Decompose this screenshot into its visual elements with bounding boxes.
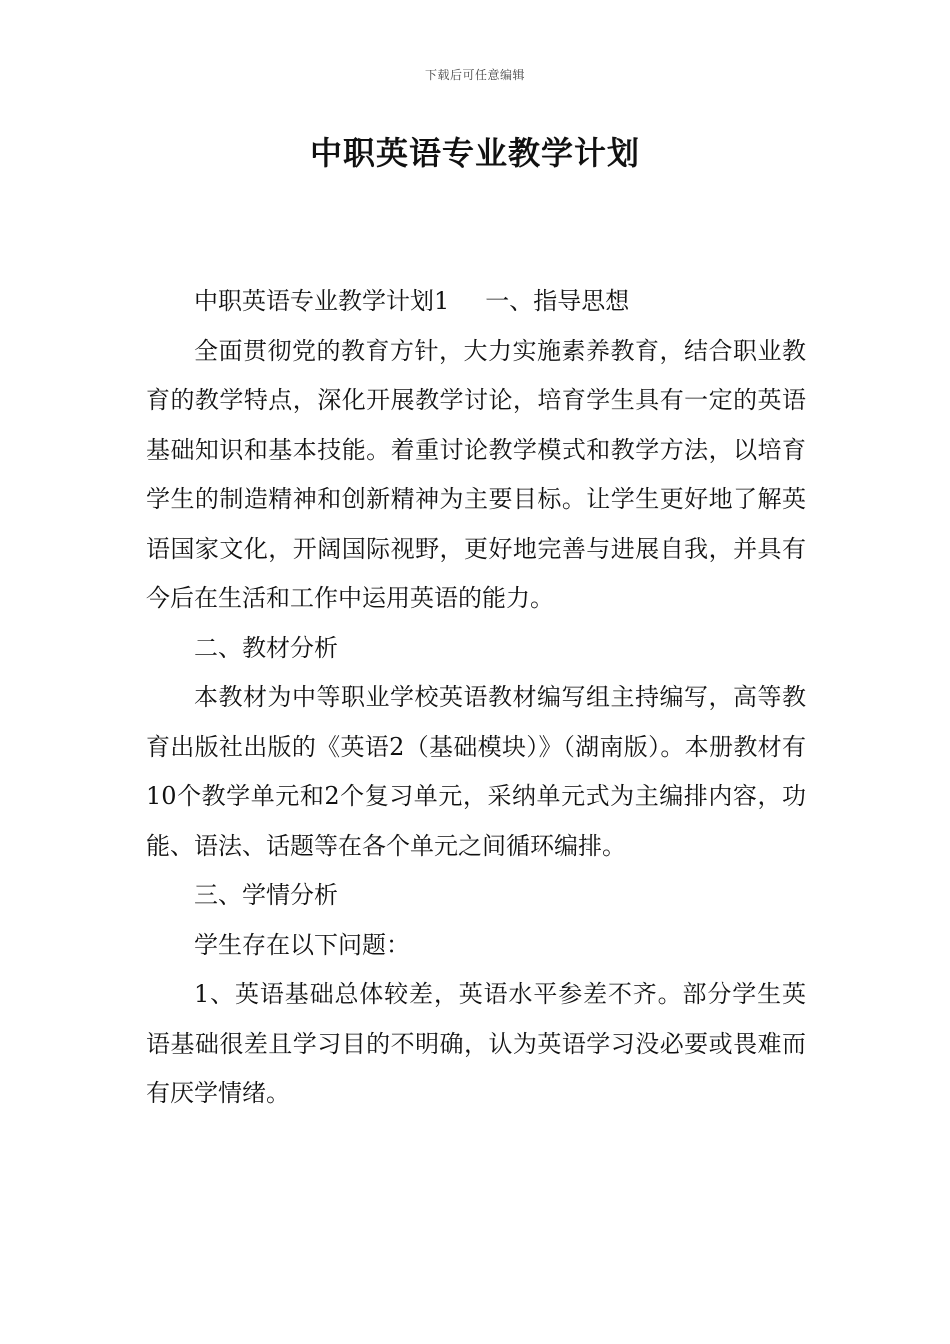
paragraph-student-problem-1: 1、英语基础总体较差，英语水平参差不齐。部分学生英语基础很差且学习目的不明确，认为英语学习没必要或畏难而有厌学情绪。	[146, 980, 806, 1107]
paragraph-student-problems-intro: 学生存在以下问题：	[194, 930, 410, 959]
document-body	[146, 277, 806, 1119]
paragraph-intro	[146, 277, 806, 327]
section-heading-textbook-analysis: 二、教材分析	[194, 633, 338, 662]
document-title: 中职英语专业教学计划	[309, 134, 640, 172]
section-heading-guiding-thought: 一、指导思想	[485, 287, 630, 315]
paragraph-guiding-thought: 全面贯彻党的教育方针，大力实施素养教育，结合职业教育的教学特点，深化开展教学讨论，培育学生具有一定的英语基础知识和基本技能。着重讨论教学模式和教学方法，以培育学生的制造精神和创新精神为主要目标。让学生更好地了解英语国家文化，开阔国际视野，更好地完善与进展自我，并具有今后在生活和工作中运用英语的能力。	[146, 336, 806, 612]
plan-heading: 中职英语专业教学计划1	[194, 287, 450, 315]
section-heading-student-analysis: 三、学情分析	[194, 881, 338, 909]
paragraph-textbook-analysis: 本教材为中等职业学校英语教材编写组主持编写，高等教育出版社出版的《英语2（基础模块）》（湖南版）。本册教材有10个教学单元和2个复习单元，采纳单元式为主编排内容，功能、语法、话题等在各个单元之间循环编排。	[146, 683, 806, 860]
header-note: 下载后可任意编辑	[424, 68, 525, 82]
